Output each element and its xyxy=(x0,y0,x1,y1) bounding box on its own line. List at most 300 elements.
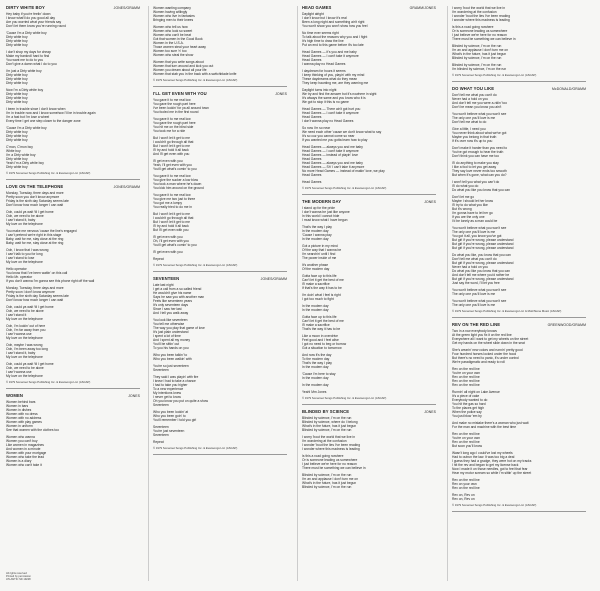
lyric-line: Women is a diary xyxy=(6,459,32,463)
lyric-line: The only one you'll love is me xyxy=(452,230,496,234)
lyric-line: There must be something we can believe in xyxy=(302,466,366,470)
lyric-line: Repeat xyxy=(153,257,164,261)
lyric-line: Blinded by science, I'm on the run xyxy=(452,56,502,60)
copyright-notice: © 1979 Somerset Songs Publishing Inc. & Evansongs Ltd. (ASCAP) xyxy=(452,503,537,507)
lyric-line: Women with your mortgage xyxy=(6,451,47,455)
lyric-line: And now it's the day xyxy=(302,353,332,357)
lyric-line: Ooh, we need to be alone xyxy=(6,214,44,218)
lyric-line: But it's wrong xyxy=(452,207,472,211)
lyric-line: The power inside of me xyxy=(302,256,337,260)
song-block xyxy=(6,185,140,389)
lyric-line: I'm blinded by science, I'm on the run xyxy=(452,67,507,71)
lyric-line: I'll try to do what you like xyxy=(452,203,488,207)
lyric-line: You're on your own xyxy=(452,436,481,440)
lyric-line: To a new experience xyxy=(153,387,184,391)
lyric-line: Women you can't buy xyxy=(6,439,38,443)
lyric-line: Rev on the red line xyxy=(452,367,480,371)
lyric-line: You know that I've been waitin' on this call xyxy=(6,271,68,275)
column-divider xyxy=(148,6,149,581)
lyric-line: You'll get what's comin' to you xyxy=(153,243,197,247)
song-block xyxy=(153,277,287,455)
lyric-line: My love on the telephone xyxy=(6,336,43,340)
song-heading xyxy=(153,277,287,281)
lyric-line: What's in the future, has it just begun xyxy=(452,52,507,56)
lyric-line: I'm doin' what I feel is right xyxy=(302,293,341,297)
lyric-line: Who you been walkin' with xyxy=(153,357,192,361)
lyric-line: When the police say xyxy=(452,410,482,414)
lyric-line: Yeah I'm a Dirty white boy xyxy=(6,161,44,165)
lyric-line: Monday, Tuesday, three days and more xyxy=(6,191,64,195)
lyric-line: You gave it to me real low xyxy=(153,98,191,102)
lyric-line: You're so just seventeen xyxy=(153,364,189,368)
lyric-line: You gave the rough part here xyxy=(153,121,196,125)
lyrics-column-4 xyxy=(452,6,586,517)
lyric-line: Yeah, I'll get even with you xyxy=(153,163,192,167)
lyric-line: But girl if you're wrong, please understand xyxy=(452,261,514,265)
lyric-line: Like women in magazines xyxy=(6,443,44,447)
lyric-line: Ooh, maybe I was wrong xyxy=(6,343,43,347)
lyric-line: Ooh, I'm lookin' out of here xyxy=(6,324,46,328)
song-heading xyxy=(6,6,140,10)
lyric-line: But girl if you're wrong, please understand xyxy=(452,238,514,242)
lyric-line: Or is someone leading us somewhere xyxy=(452,29,508,33)
lyric-line: I hit the rev and began to get my license back xyxy=(452,463,519,467)
lyric-line: I'm just a Dirty white boy xyxy=(6,69,42,73)
lyric-line: I wonder 'bout the lies I've been reading xyxy=(452,14,511,18)
lyric-line: Women that you write songs about xyxy=(153,60,204,64)
lyric-line: In this world I cannot hide xyxy=(302,214,340,218)
lyric-line: Women with no address xyxy=(6,416,42,420)
lyric-line: I'll try and hold it all back xyxy=(153,224,189,228)
lyric-line: Head Games — Sh' I can't take it anymore xyxy=(302,165,365,169)
lyric-line: But girl if you're wrong, please understand xyxy=(452,277,514,281)
lyric-line: So now I'm so near xyxy=(302,126,331,130)
lyric-line: Women you dream about all your life xyxy=(153,68,207,72)
song-block xyxy=(302,410,436,489)
lyric-line: Baby, wait for me, stay close at the ring xyxy=(6,241,64,245)
song-block xyxy=(6,394,140,467)
lyric-line: Or is someone leading us somewhere xyxy=(302,458,358,462)
lyric-line: You won't believe what you won't see xyxy=(452,288,507,292)
lyric-line: Two in a row everybody knows xyxy=(452,329,497,333)
lyric-line: You really tried to do me in xyxy=(153,205,192,209)
songwriter-credit: JONES xyxy=(275,92,287,96)
lyric-line: Dirty white boy xyxy=(6,165,28,169)
lyric-line: You gave it to me real low xyxy=(153,117,191,121)
lyric-line: You'll get what's comin' to you xyxy=(153,167,197,171)
lyric-line: Bringing men to their knees xyxy=(153,18,194,22)
lyric-line: She's wearin' new colors and runnin' pretty good xyxy=(452,348,523,352)
lyric-line: I'll make a sacrifice xyxy=(302,323,330,327)
footer-line: All rights reserved xyxy=(6,572,27,575)
lyric-line: I don't wanna be just like anyone xyxy=(302,210,350,214)
lyric-line: Ooh, could ya wait 'til I get home xyxy=(6,305,54,309)
lyric-line: I wonder 'bout the lies I've been reading xyxy=(302,443,361,447)
lyric-line: Don't tell me what to do xyxy=(452,120,487,124)
lyric-line: We're paradigmatic and ready to roll xyxy=(452,360,505,364)
lyric-line: Women who tell us how xyxy=(153,25,188,29)
lyric-line: I can't stand to lose xyxy=(6,256,35,260)
songwriter-credit: McDONALD/GRAMM xyxy=(552,87,586,91)
lyric-line: It's another phase xyxy=(302,263,329,267)
lyric-line: I'm searchin' until I find xyxy=(302,252,336,256)
lyric-line: They keep haunting me, are they warning me xyxy=(302,81,369,85)
song-block xyxy=(452,6,586,82)
lyric-line: Women wanting company xyxy=(153,6,191,10)
lyric-line: Put an end to this game before it's too late xyxy=(302,43,364,47)
lyric-line: Late last night xyxy=(153,283,174,287)
lyric-line: 'Cause I wanna play xyxy=(302,233,332,237)
lyric-line: You took a man where he's down xyxy=(153,182,202,186)
lyric-line: Ooh, we need to be alone xyxy=(6,309,44,313)
lyric-line: We need each other 'cause we don't know what to say xyxy=(302,130,382,134)
lyric-line: Head Games — I can't take it anymore xyxy=(302,54,359,58)
lyric-line: Head Games — There ain't got hurt you xyxy=(302,107,361,111)
lyric-line: But I'll get even with you xyxy=(153,228,189,232)
lyric-line: Head Games — it's you and me baby xyxy=(302,50,357,54)
lyric-line: Ooh, I'm far away from you xyxy=(6,328,46,332)
lyric-line: I'm a Dirty white boy xyxy=(6,153,36,157)
lyric-line: Rev on, Rev on xyxy=(452,497,475,501)
lyric-line: Blinded by science, I'm on the run xyxy=(302,473,352,477)
lyric-line: I can't wanna use xyxy=(6,332,32,336)
lyric-line: Dirty white boy xyxy=(6,73,28,77)
lyric-line: Women in bars xyxy=(6,404,29,408)
lyric-line: Those women steal your heart away xyxy=(153,45,206,49)
lyric-line: Got a situation to tomorrow xyxy=(302,346,342,350)
lyric-line: What's in the future, has it just begun xyxy=(302,481,357,485)
lyric-line: And I'll get even with you xyxy=(153,152,190,156)
lyric-line: Don't tell me what you can't do xyxy=(452,257,497,261)
lyric-line: You kick him around on the ground xyxy=(153,186,204,190)
column-divider xyxy=(447,6,448,581)
sleeve-footer xyxy=(6,572,31,582)
lyric-line: We try and find the answer but it's nowhere in sight xyxy=(302,92,377,96)
lyric-line: I'm an and applause I don't turn me on xyxy=(302,477,359,481)
lyric-line: Can't let it get the best of me xyxy=(302,278,344,282)
lyric-line: Rev on the red line xyxy=(452,486,480,490)
song-title: LOVE ON THE TELEPHONE xyxy=(6,184,64,189)
lyric-line: Dirty white boy xyxy=(6,43,28,47)
lyric-line: He wouldn't give his name xyxy=(153,291,192,295)
lyric-line: It's a piece of cake xyxy=(452,394,480,398)
lyric-line: You're just seventeen xyxy=(153,429,185,433)
lyric-line: Blinded by science, I'm on the run xyxy=(452,63,502,67)
lyric-line: You won't show you won't show how you feel xyxy=(302,24,368,28)
song-separator xyxy=(153,454,287,455)
lyric-line: You hit me on the blind side xyxy=(153,125,194,129)
lyric-line: Head Games xyxy=(302,157,322,161)
lyric-line: Seventeen xyxy=(153,368,169,372)
song-block xyxy=(153,92,287,272)
lyric-line: The way you play that game of love xyxy=(153,326,205,330)
lyric-line: They say love never ends too smooth xyxy=(452,169,507,173)
lyric-line: Friday is the sixth day Saturday seems late xyxy=(6,294,69,298)
lyric-line: You got it all, you know you've got xyxy=(452,234,502,238)
lyric-line: Hello Mr. operator xyxy=(6,275,33,279)
lyric-line: Ooh, could ya wait 'til I get home xyxy=(6,362,54,366)
songwriter-credit: JONES xyxy=(424,200,436,204)
songwriter-credit: JONES/GRAMM xyxy=(113,6,140,10)
lyric-line: I got no need to beg or borrow xyxy=(302,342,347,346)
lyric-line: Head Games — instead of playin' love xyxy=(302,153,358,157)
lyric-line: You won't believe what you won't see xyxy=(452,112,507,116)
lyric-line: In the modern day xyxy=(302,383,329,387)
lyric-line: I can't stand it, baby xyxy=(6,351,36,355)
lyrics-column-2 xyxy=(153,6,287,460)
lyric-line: My love on the telephone xyxy=(6,317,43,321)
lyric-line: Head Games xyxy=(302,180,322,184)
lyric-line: I'm wondering at the confusion xyxy=(302,439,347,443)
lyric-line: Women who take the lead xyxy=(6,455,45,459)
lyric-line: See that women with the clothes too xyxy=(6,428,59,432)
copyright-notice: © 1979 Somerset Songs Publishing Inc. & Evansongs Ltd. (ASCAP) xyxy=(6,171,91,175)
lyric-line: I got too much to fight xyxy=(302,297,334,301)
lyric-line: Seventeen xyxy=(153,403,169,407)
lyric-line: Head Games — always you and me baby xyxy=(302,145,363,149)
lyric-line: Women who wanna xyxy=(6,435,35,439)
lyric-line: What's in the future, has it just begun xyxy=(302,424,357,428)
lyric-line: Women who can't take it xyxy=(6,463,42,467)
lyric-line: Dirty white boy xyxy=(6,138,28,142)
lyric-line: You give the sucker a low blow xyxy=(153,178,198,182)
lyric-line: To the modern day xyxy=(302,357,330,361)
lyric-line: You want me to do to you xyxy=(6,58,44,62)
song-separator xyxy=(153,86,287,87)
lyric-line: Don't let them know you're running round xyxy=(6,24,66,28)
lyric-line: Oh, I'll get even with you xyxy=(153,239,189,243)
lyric-line: Head Games — always you and me baby xyxy=(302,161,363,165)
copyright-notice: © 1979 Somerset Songs Publishing Inc. & Evansongs Ltd. (ASCAP) xyxy=(452,73,537,77)
lyric-line: Gotta face up to this life xyxy=(302,274,337,278)
lyric-line: Been a long night and something ain't right xyxy=(302,20,365,24)
lyric-line: But I won't let it get to me xyxy=(153,220,190,224)
lyric-line: If you are the only one xyxy=(452,215,485,219)
lyric-line: Blinded by science, I'm on the run xyxy=(302,416,352,420)
lyric-line: I stand up for the pride xyxy=(302,206,335,210)
lyric-line: In the modern day xyxy=(302,304,329,308)
lyric-line: You'll be sittin' out xyxy=(153,342,180,346)
song-title: I'LL GET EVEN WITH YOU xyxy=(153,91,207,96)
lyric-line: I don't shop my days for cheap xyxy=(6,50,51,54)
lyric-line: Everywhere all I want to get my wheels on the street xyxy=(452,337,529,341)
songwriter-credit: JONES xyxy=(424,410,436,414)
lyric-line: Women in dishes xyxy=(6,408,32,412)
lyric-line: I just believe we're here for no reason xyxy=(302,462,357,466)
lyric-line: For the man and machine with the best time xyxy=(452,425,517,429)
lyric-line: Had to outrun the law. It was too big a deal xyxy=(452,455,515,459)
lyric-line: You took me for a ride xyxy=(153,129,186,133)
song-heading xyxy=(452,323,586,327)
lyric-line: You'll remember I told you girl xyxy=(153,418,197,422)
song-title: REV ON THE RED LINE xyxy=(452,322,501,327)
lyric-line: Maybe you belong in that truth xyxy=(452,135,497,139)
lyric-line: I knew I had to take a chance xyxy=(153,379,196,383)
lyric-line: In the modern day xyxy=(302,229,329,233)
lyric-line: I just believe we're here for no reason xyxy=(452,33,507,37)
song-separator xyxy=(452,317,586,318)
lyric-line: My intentions knew xyxy=(153,391,182,395)
lyric-line: It's only seventeen days xyxy=(153,303,189,307)
lyric-line: Women who look so sweet xyxy=(153,29,193,33)
lyric-line: Hear my motor scream so while I'm sittin' up the street xyxy=(452,471,532,475)
lyric-line: I won't tell you what you can't do xyxy=(452,180,500,184)
lyric-line: You gave the rough part here xyxy=(153,102,196,106)
lyric-line: Like a moon in overdrive xyxy=(302,334,338,338)
lyric-line: These daydreams what do they mean xyxy=(302,77,358,81)
lyric-line: Women behind bars xyxy=(6,400,36,404)
song-separator xyxy=(302,194,436,195)
song-separator xyxy=(153,271,287,272)
copyright-notice: © 1979 Somerset Songs Publishing Inc. & Evansongs Ltd. (ASCAP) xyxy=(153,446,238,450)
lyric-line: Baby, wait for me, stay close at the ring xyxy=(6,237,64,241)
lyric-line: Maybe I should let her know xyxy=(452,199,494,203)
song-title: DO WHAT YOU LIKE xyxy=(452,86,495,91)
song-block xyxy=(452,323,586,512)
lyric-line: You give me two just to three xyxy=(153,197,196,201)
copyright-notice: © 1979 Somerset Songs Publishing Inc. & Evansongs Ltd. & Mott/Stone Music (ASCAP) xyxy=(452,309,562,313)
lyric-line: And don't tell me you were a-ridin' too xyxy=(452,101,507,105)
lyric-line: Don't give a damn what I do to you xyxy=(6,62,57,66)
lyric-line: To the places get high xyxy=(452,406,485,410)
song-title: BLINDED BY SCIENCE xyxy=(302,409,350,414)
lyric-line: I worry 'bout the world that we live in xyxy=(452,6,506,10)
lyric-line: But I won't let it get to me xyxy=(153,144,190,148)
lyric-line: I'm in trouble now and I know somehow I'll be in trouble again xyxy=(6,111,96,115)
lyric-line: To talk about the reasons why you and I fight xyxy=(302,35,368,39)
lyric-line: Daylight alright xyxy=(302,12,324,16)
lyric-line: And don't tell me where you'd rather be xyxy=(452,273,510,277)
copyright-notice: © 1979 Somerset Songs Publishing Inc. & Evansongs Ltd. (ASCAP) xyxy=(153,263,238,267)
lyric-line: Hello operator xyxy=(6,267,27,271)
lyric-line: That's the way I play xyxy=(302,361,332,365)
lyric-line: Women that turn around and kick you out xyxy=(153,64,214,68)
lyric-line: I worry 'bout the world that we live in xyxy=(302,435,356,439)
lyric-line: Who you been lookin' at xyxy=(153,410,189,414)
lyric-line: You fooled me in the first round xyxy=(153,110,199,114)
lyric-line: And I tell you walk away xyxy=(153,311,189,315)
lyric-line: Seventeen xyxy=(153,433,169,437)
song-heading xyxy=(6,185,140,189)
lyric-line: Women who can't be beat xyxy=(153,33,191,37)
lyric-line: Women too sure 'n' too xyxy=(153,49,187,53)
lyric-line: Never had a hold on you xyxy=(452,265,488,269)
lyric-line: If that's the way it has to be xyxy=(302,286,342,290)
lyric-line: 'Cause I'm a Dirty white boy xyxy=(6,126,47,130)
lyric-line: That's the way it has to be xyxy=(302,327,341,331)
lyric-line: Feels like seventeen years xyxy=(153,299,193,303)
lyric-line: Since I saw her last xyxy=(153,307,182,311)
lyric-line: And women in a minute xyxy=(6,447,41,451)
lyric-line: I wonder where this madness is leading xyxy=(452,18,510,22)
lyric-line: Don't think you can have me too xyxy=(452,154,499,158)
lyric-line: Rev on, Rev on xyxy=(452,493,475,497)
lyric-line: If you wanted me you gotta learn how to play xyxy=(302,138,368,142)
song-title: SEVENTEEN xyxy=(153,276,180,281)
song-heading xyxy=(153,92,287,96)
lyric-line: I daydream for hours it seems xyxy=(302,69,346,73)
lyric-line: I couldn't go through all that xyxy=(153,140,194,144)
lyric-line: It's high time to draw the line xyxy=(302,39,344,43)
song-separator xyxy=(6,388,140,389)
lyric-line: The only one you'll love is me xyxy=(452,116,496,120)
song-separator xyxy=(6,179,140,180)
lyric-line: Now I'm a Dirty white boy xyxy=(6,88,44,92)
lyric-line: I can't stand it, baby xyxy=(6,218,36,222)
lyric-line: I keep thinking of you, playin' with my mind xyxy=(302,73,365,77)
lyric-line: Ooh, we need to be alone xyxy=(6,366,44,370)
song-heading xyxy=(6,394,140,398)
lyric-line: I spent a lot of time xyxy=(153,334,181,338)
song-title: WOMEN xyxy=(6,393,24,398)
song-separator xyxy=(452,511,586,512)
songwriter-credit: JONES/GRAMM xyxy=(113,185,140,189)
lyric-line: I can't stand it xyxy=(6,313,27,317)
lyric-line: My love on the telephone xyxy=(6,374,43,378)
lyric-line: Blinded by science, I'm on the run xyxy=(452,44,502,48)
lyric-line: Says he saw you with another man xyxy=(153,295,205,299)
lyric-line: We got to stop it this is no game xyxy=(302,100,349,104)
lyric-line: I'll do anything to make you stay xyxy=(452,161,499,165)
lyric-line: You never think about what we've got xyxy=(452,131,507,135)
lyric-line: Head Games xyxy=(302,173,322,177)
lyrics-column-3 xyxy=(302,6,436,494)
lyric-line: Rev on the red line xyxy=(452,478,480,482)
lyric-line: Monday, Tuesday, three days and more xyxy=(6,286,64,290)
lyric-line: Of the modern day xyxy=(302,267,330,271)
lyric-line: You're on your own xyxy=(452,371,481,375)
lyric-line: I get a call from a so called friend xyxy=(153,287,202,291)
lyric-line: I had to take you higher xyxy=(153,383,188,387)
lyric-line: But there's no need to panic, it's under control xyxy=(452,356,519,360)
lyric-line: Do what you like, you know that you can xyxy=(452,253,511,257)
lyric-line: Do what you like you know that you can xyxy=(452,188,510,192)
lyric-line: I guess they had a grudge, they were hot on my tracks xyxy=(452,459,532,463)
lyric-line: Never had a hold on you xyxy=(452,97,488,101)
lyric-line: I been in trouble since I don't know when xyxy=(6,107,66,111)
lyric-line: Dirty white boy xyxy=(6,130,28,134)
lyric-line: I can't pretend we're right in this stage xyxy=(6,233,62,237)
song-separator xyxy=(302,404,436,405)
lyric-line: Wasn't long ago I could've lost my wheels xyxy=(452,451,513,455)
lyrics-column-1 xyxy=(6,6,140,472)
lyric-line: I'll get even with you xyxy=(153,250,183,254)
songwriter-credit: JONES xyxy=(128,394,140,398)
lyric-line: Rev on the red line xyxy=(452,440,480,444)
lyric-line: And make no mistake there's a woman who just wait xyxy=(452,421,529,425)
song-block xyxy=(6,6,140,180)
lyric-line: I can't wanna use xyxy=(6,370,32,374)
lyric-line: Four hundred horses locked under the hood xyxy=(452,352,517,356)
lyric-line: 'Cause I'm a Dirty white boy xyxy=(6,31,47,35)
lyric-line: Daylight turns into night xyxy=(302,88,337,92)
lyric-line: I'm a fast but I'm lose a wheel xyxy=(6,115,50,119)
lyric-line: White boy xyxy=(6,149,21,153)
lyric-line: You won't believe what you won't see xyxy=(452,299,507,303)
lyric-line: I'm gonna have to let her go xyxy=(452,211,493,215)
lyric-line: Oh you know you put on quite a show xyxy=(153,399,208,403)
song-separator xyxy=(452,81,586,82)
lyric-line: It's always the same and you know who it is xyxy=(302,96,366,100)
lyric-line: You won't believe what you won't see xyxy=(452,226,507,230)
lyric-line: It's just plain understand xyxy=(153,330,189,334)
lyric-line: In the modern day xyxy=(302,237,329,241)
lyric-line: I'll get even with you xyxy=(153,159,183,163)
lyric-line: Women that stab you in the back with a switchblade knife xyxy=(153,72,237,76)
lyric-line: The only one you'll love is me xyxy=(452,303,496,307)
lyric-line: You make me nervous 'cause the line's engaged xyxy=(6,229,77,233)
lyric-line: Rev on the red line xyxy=(452,375,480,379)
